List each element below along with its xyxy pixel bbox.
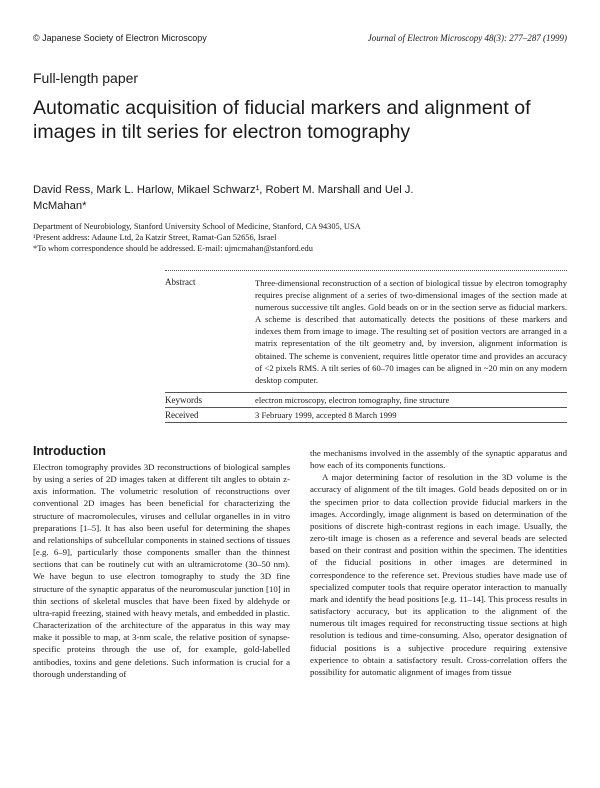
received-text: 3 February 1999, accepted 8 March 1999	[255, 410, 397, 420]
body-column-left	[33, 461, 290, 680]
divider	[165, 407, 567, 408]
divider	[165, 392, 567, 393]
author-list: David Ress, Mark L. Harlow, Mikael Schwarz¹, Robert M. Marshall and Uel J. McMahan*	[33, 184, 414, 212]
abstract-text: Three-dimensional reconstruction of a section of biological tissue by electron tomography requires precise alignment of a series of two-dimensional images of the section made at numerous successive tilt angles. Gold beads on or in the section serve as fiducial markers. A scheme is described that automatically detects the positions of these markers and indexes them from image to image. The resulting set of position vectors are arranged in a matrix representation of the tilt geometry and, by inversion, alignment information is obtained. The scheme is convenient, requires little operator time and provides an accuracy of <2 pixels RMS. A tilt series of 60–70 images can be aligned in ~20 min on any modern desktop computer.	[255, 278, 567, 385]
section-heading: Introduction	[33, 444, 106, 458]
paragraph: the mechanisms involved in the assembly of the synaptic apparatus and how each of its components functions.	[310, 448, 567, 471]
present-address: ¹Present address: Adaune Ltd, 2a Katzir Street, Ramat-Gan 52656, Israel	[33, 233, 277, 242]
keywords-text: electron microscopy, electron tomography, fine structure	[255, 395, 450, 405]
divider	[165, 422, 567, 423]
paragraph: A major determining factor of resolution in the 3D volume is the accuracy of alignment of the tilt images. Gold beads deposited on or in the specimen prior to data collection provide fiducial markers in the images. Accordingly, image alignment is based on determination of the positions of discrete high-contrast regions in each image. Usually, the zero-tilt image is chosen as a reference and several beads are selected based on their contrast and position within the specimen. The identities of the fiducial positions in other images are determined in correspondence to the reference set. Previous studies have made use of specialized computer tools that require operator interaction to manually mark and identify the bead positions [e.g. 11–14]. This process results in satisfactory accuracy, but its application to the alignment of the numerous tilt images required for reconstructing tissue sections at high resolution is tedious and time-consuming. Also, operator designation of fiducial positions is a subjective procedure requiring extensive experience to obtain a satisfactory result. Cross-correlation offers the possibility for automatic alignment of images from tissue	[310, 472, 567, 677]
keywords-label: Keywords	[165, 395, 202, 405]
article-type: Full-length paper	[33, 70, 139, 86]
affiliation: Department of Neurobiology, Stanford University School of Medicine, Stanford, CA 94305, USA	[33, 222, 361, 231]
received-label: Received	[165, 410, 199, 420]
body-column-right	[310, 447, 567, 678]
journal-reference: Journal of Electron Microscopy 48(3): 277–287 (1999)	[367, 33, 567, 43]
paper-title: Automatic acquisition of fiducial markers and alignment of images in tilt series for electron tomography	[33, 97, 531, 143]
copyright-notice: © Japanese Society of Electron Microscopy	[33, 33, 207, 43]
abstract-label: Abstract	[165, 277, 196, 287]
correspondence-note: *To whom correspondence should be addressed. E-mail: ujmcmahan@stanford.edu	[33, 244, 313, 253]
paragraph: Electron tomography provides 3D reconstructions of biological samples by using a series of 2D images taken at different tilt angles to obtain z-axis information. The volumetric resolution of reconstructions over conventional 2D images has been beneficial for characterizing the structure of macromolecules, viruses and cellular organelles in in vitro preparations [1–5]. It has also been useful for determining the shapes and relationships of subcellular components in stained sections of tissues [e.g. 6–9], particularly those components smaller than the thinnest sections that can be routinely cut with an ultramicrotome (30–50 nm). We have begun to use electron tomography to study the 3D fine structure of the synaptic apparatus of the neuromuscular junction [10] in thin sections of skeletal muscles that have been fixed by aldehyde or ultra-rapid freezing, stained with heavy metals, and embedded in plastic. Characterization of the architecture of the apparatus in this way may make it possible to map, at 3-nm scale, the relative position of synapse-specific proteins through the use of, for example, gold-labelled antibodies, toxins and gene deletions. Such information is crucial for a thorough understanding of	[33, 462, 290, 679]
dotted-divider	[165, 270, 567, 271]
